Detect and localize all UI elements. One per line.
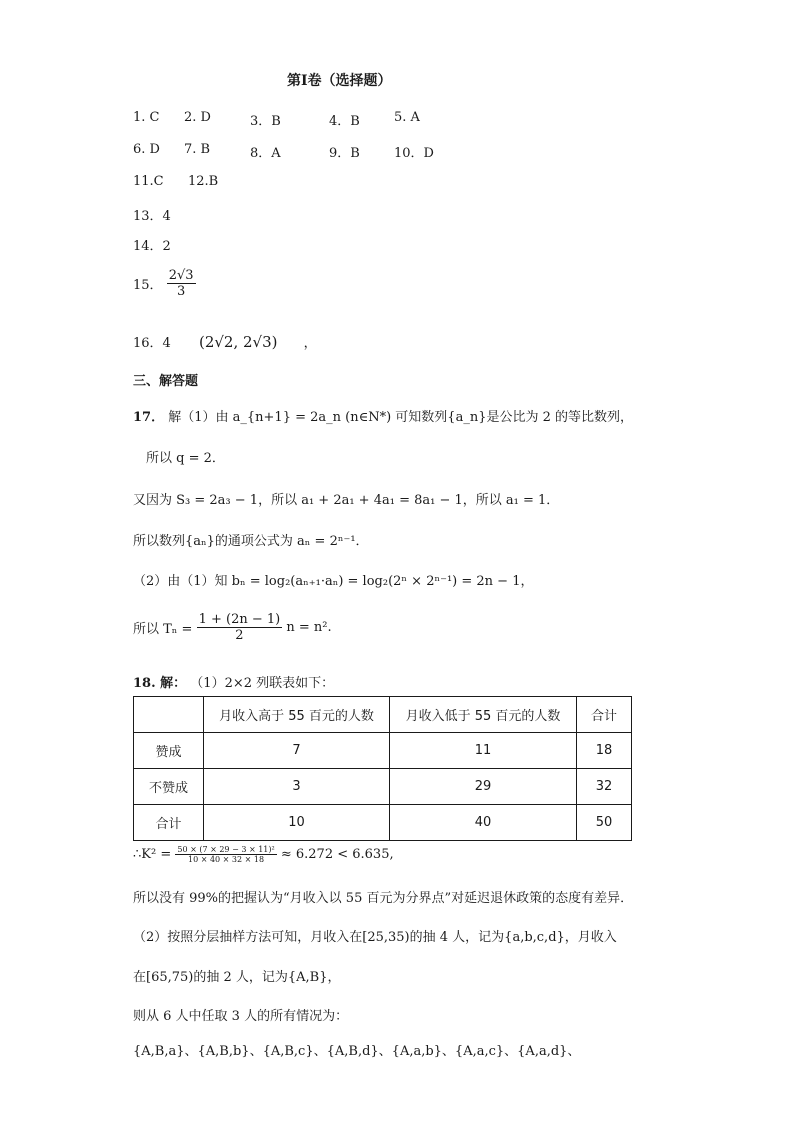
q17-t-suffix: n = n². [286,620,332,635]
answer-10: 10．D [394,146,434,161]
part-3-title: 三、解答题 [133,374,199,389]
table-cell: 赞成 [134,733,204,769]
table-cell: 32 [577,769,632,805]
q17-line-3: 又因为 S₃ = 2a₃ − 1，所以 a₁ + 2a₁ + 4a₁ = 8a₁ − 1，所以 a₁ = 1． [133,493,560,508]
q18-label: 18. 解： [133,676,187,691]
q17-t-numerator: 1 + (2n − 1) [198,612,281,627]
table-cell: 18 [577,733,632,769]
answer-15-denominator: 3 [176,284,186,299]
answer-2: 2. D [184,110,211,125]
answer-6: 6. D [133,142,160,157]
table-cell: 50 [577,805,632,841]
answer-9: 9．B [329,146,360,161]
answer-7: 7. B [184,142,211,157]
answer-15-label: 15． [133,278,163,293]
q18-part2-line-1: （2）按照分层抽样方法可知，月收入在[25,35)的抽 4 人，记为{a,b,c,d}，月收入 [133,930,617,945]
answer-4: 4．B [329,114,360,129]
q17-line-1 [133,406,633,425]
q18-intro: （1）2×2 列联表如下： [190,676,335,691]
k2-denominator: 10 × 40 × 32 × 18 [187,855,265,864]
table-cell: 11 [390,733,577,769]
table-header-cell: 月收入高于 55 百元的人数 [204,697,390,733]
k2-numerator: 50 × (7 × 29 − 3 × 11)² [177,845,275,854]
q18-part2-line-2: 在[65,75)的抽 2 人，记为{A,B}， [133,970,341,985]
answer-14: 14．2 [133,239,171,254]
answer-3: 3．B [250,114,281,129]
table-cell: 3 [204,769,390,805]
section-title: 第Ⅰ卷（选择题） [287,73,392,89]
q18-part2-line-4: {A,B,a}、{A,B,b}、{A,B,c}、{A,B,d}、{A,a,b}、{A,a,c}、{A,a,d}、 [133,1044,581,1059]
k2-formula [133,845,394,864]
contingency-table [133,696,632,841]
answer-16 [133,332,317,351]
q17-text-1: 解（1）由 a_{n+1} = 2a_n (n∈N*) 可知数列{a_n}是公比为 2 的等比数列， [168,410,633,425]
answer-15 [133,268,196,299]
table-row [134,733,632,769]
answer-16-interval: (2√2, 2√3) [198,333,278,351]
table-header-cell: 合计 [577,697,632,733]
answer-15-numerator: 2√3 [168,268,194,283]
q17-t-denominator: 2 [235,628,244,643]
table-row [134,805,632,841]
table-cell: 7 [204,733,390,769]
k2-suffix: ≈ 6.272 < 6.635, [280,847,394,862]
table-cell: 29 [390,769,577,805]
q17-t-prefix: 所以 Tₙ = [133,622,193,637]
table-cell: 40 [390,805,577,841]
q17-line-4: 所以数列{aₙ}的通项公式为 aₙ = 2ⁿ⁻¹． [133,534,369,549]
table-row [134,769,632,805]
answer-16-label: 16．4 [133,336,171,351]
answer-11: 11.C [133,174,164,189]
table-header-cell [134,697,204,733]
q17-line-2: 所以 q = 2． [146,451,225,466]
q18-line-1 [133,672,334,691]
answer-16-mark: ， [303,336,317,351]
table-cell: 不赞成 [134,769,204,805]
k2-prefix: ∴K² = [133,847,172,862]
answer-5: 5. A [394,110,420,125]
answer-15-fraction [167,268,196,299]
q17-line-5: （2）由（1）知 bₙ = log₂(aₙ₊₁·aₙ) = log₂(2ⁿ × 2ⁿ⁻¹) = 2n − 1， [133,574,534,589]
answer-12: 12.B [188,174,219,189]
table-cell: 10 [204,805,390,841]
answer-8: 8．A [250,146,281,161]
table-header-cell: 月收入低于 55 百元的人数 [390,697,577,733]
q17-line-6 [133,612,332,643]
q18-conclusion: 所以没有 99%的把握认为“月收入以 55 百元为分界点”对延迟退休政策的态度有差异． [133,891,634,906]
answer-1: 1. C [133,110,160,125]
q17-t-fraction [197,612,283,643]
answer-13: 13．4 [133,209,171,224]
table-cell: 合计 [134,805,204,841]
table-header-row [134,697,632,733]
q17-label: 17． [133,410,165,425]
k2-fraction [175,845,276,864]
q18-part2-line-3: 则从 6 人中任取 3 人的所有情况为： [133,1009,349,1024]
